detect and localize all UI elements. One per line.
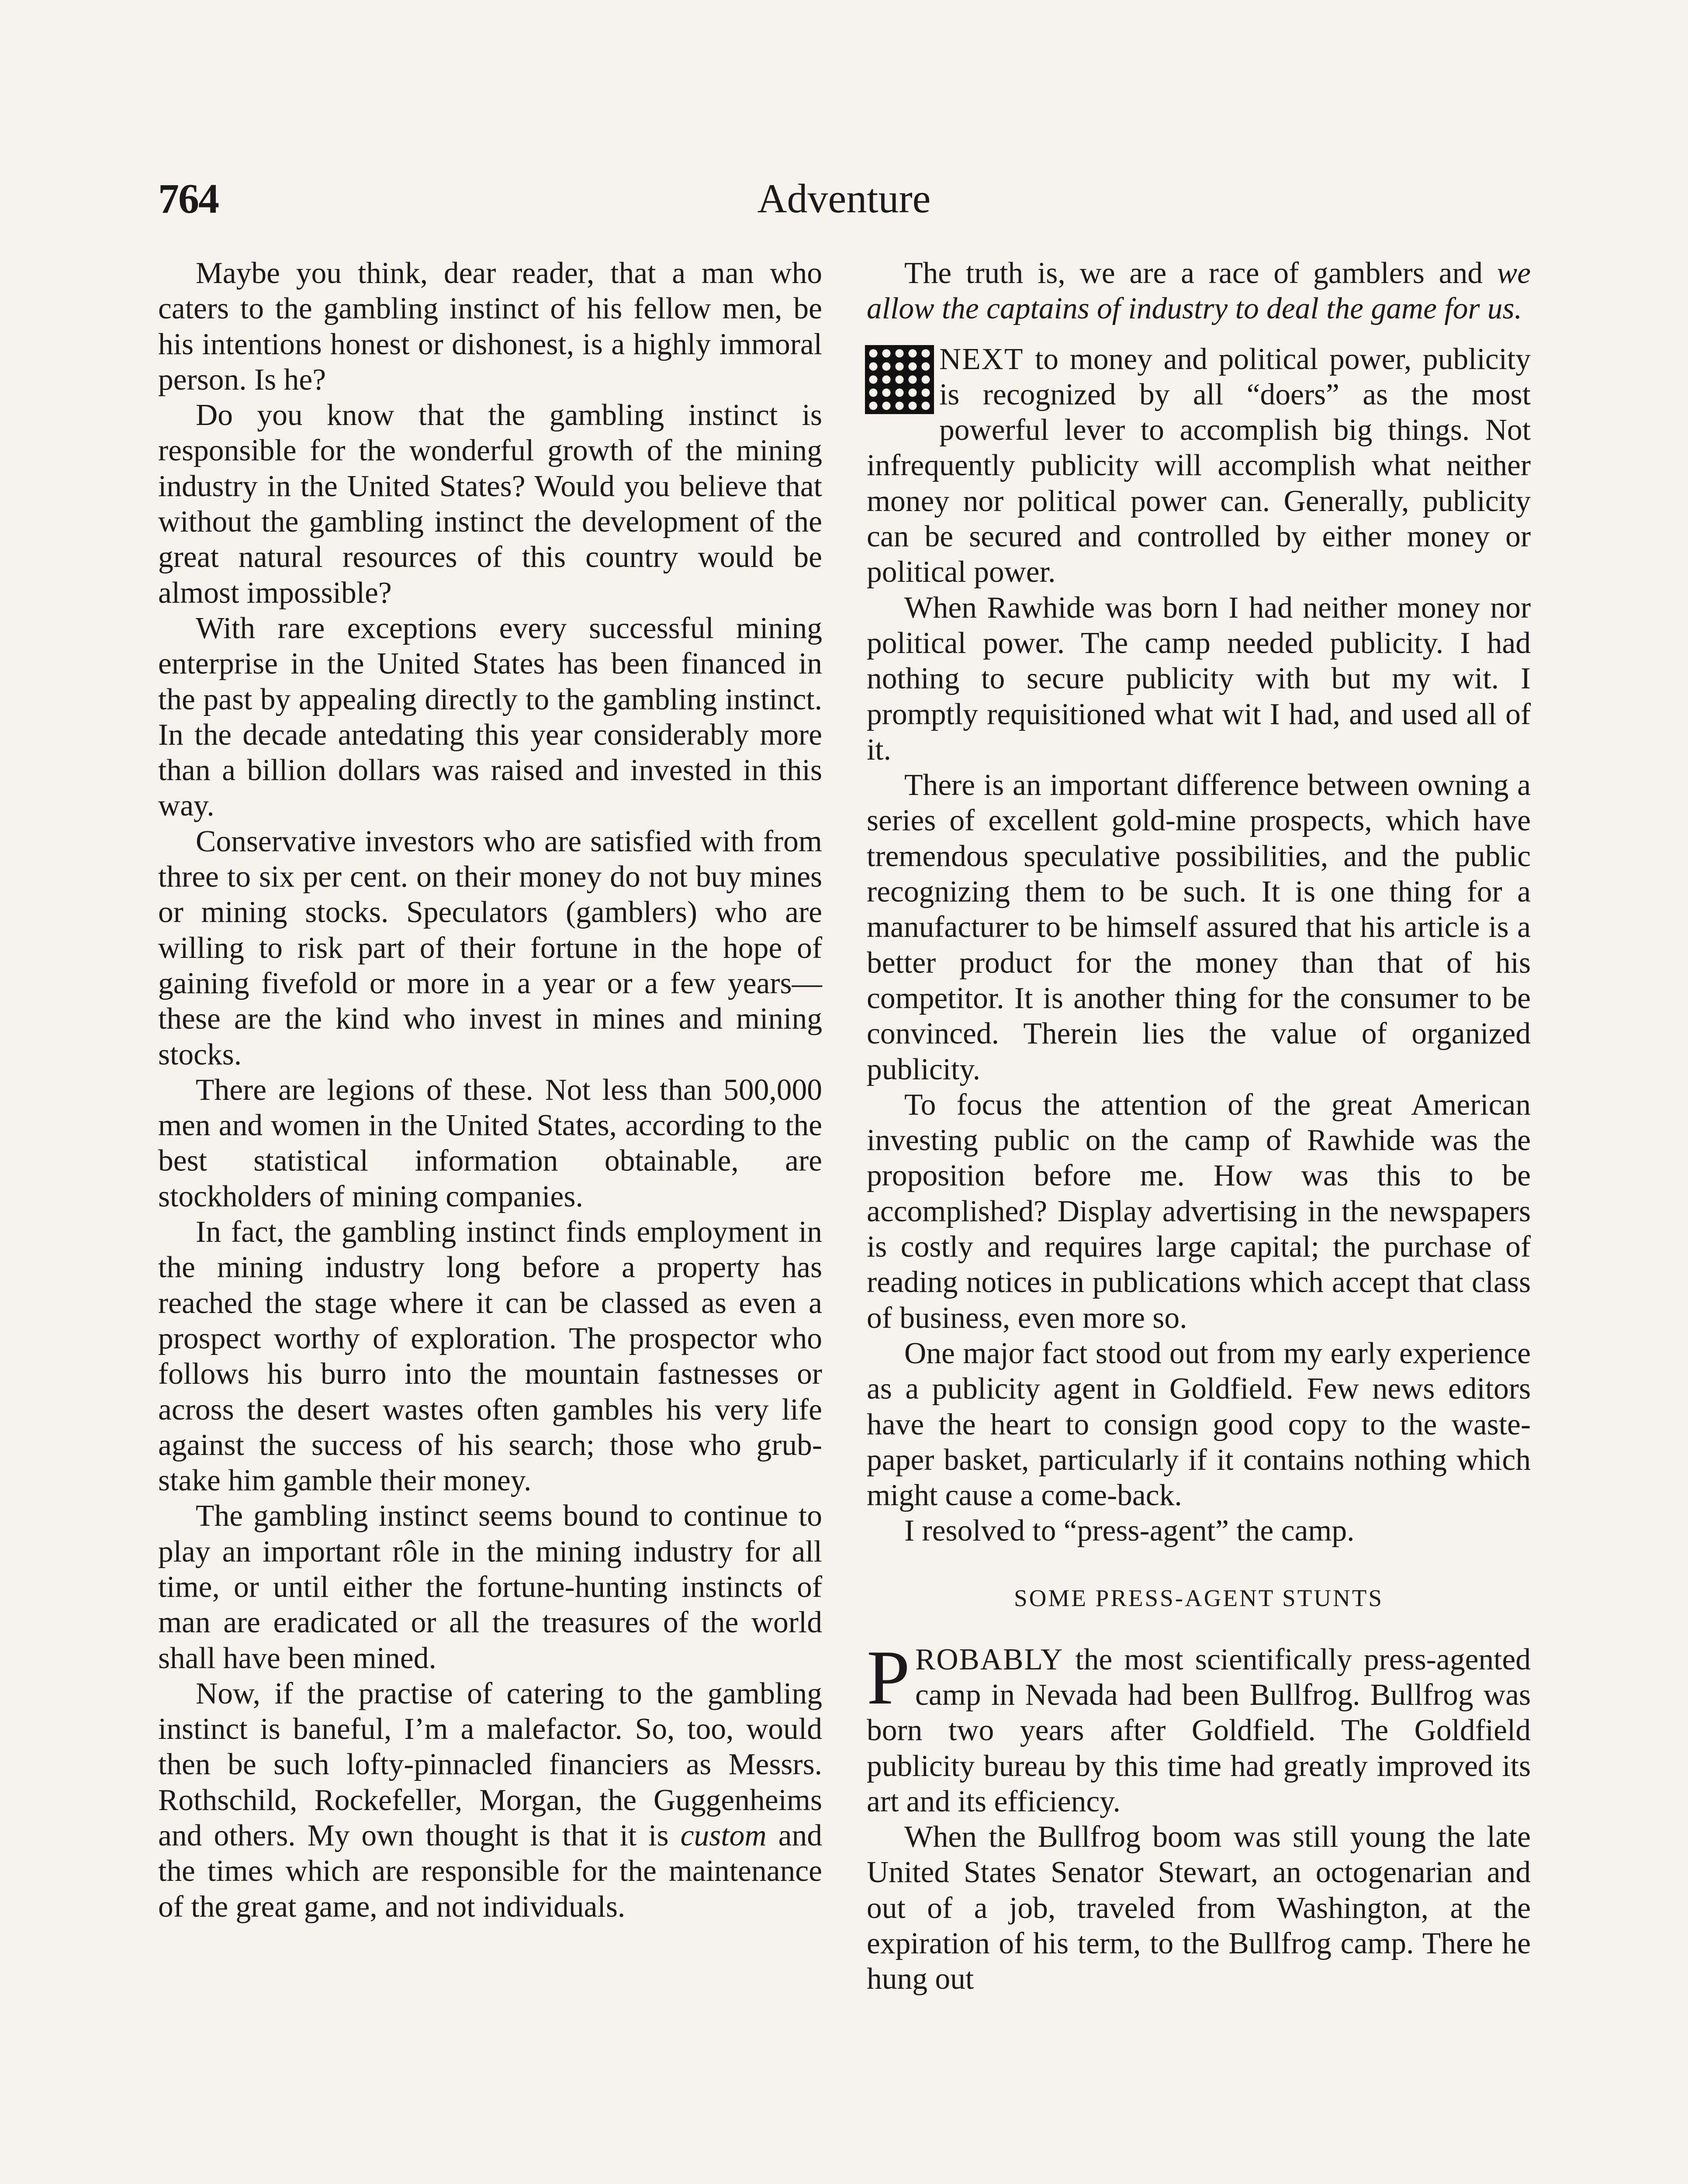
right-paragraph-8-lead: ROBABLY	[915, 1642, 1064, 1676]
left-paragraph-8-text: Now, if the practise of catering to the gambling instinct is baneful, I’m a malefactor. So, too, would then be such lofty-pinnacled financiers as Messrs. Rothschild, Rockefeller, Morgan, the Guggenheims and others. My own thought is that it is	[158, 1676, 822, 1853]
right-paragraph-5: To focus the attention of the great American investing public on the camp of Rawhide was the proposition before me. How was this to be accomplished? Display advertising in the newspapers is costly and requires large capital; the purchase of reading notices in publications which accept that class of business, even more so.	[867, 1088, 1531, 1335]
left-paragraph-4: Conservative investors who are satisfied with from three to six per cent. on their money do not buy mines or mining stocks. Speculators (gamblers) who are willing to risk part of their fortune in the hope of gaining fivefold or more in a year or a few years—these are the kind who invest in mines and mining stocks.	[158, 824, 822, 1071]
right-paragraph-8	[867, 1634, 1531, 1819]
right-column	[867, 256, 1531, 1997]
right-paragraph-1-emphasis: we allow the captains of industry to deal the game for us.	[867, 256, 1531, 326]
left-paragraph-8	[158, 1676, 822, 1925]
left-paragraph-8-text-end: and the times which are responsible for the maintenance of the great game, and not individuals.	[158, 1819, 822, 1924]
ornament-paragraph	[867, 342, 1531, 590]
left-paragraph-8-emphasis: custom	[680, 1819, 767, 1853]
right-paragraph-2-lead: NEXT	[939, 342, 1024, 376]
right-paragraph-4: There is an important difference between owning a series of excellent gold-mine prospects, which have tremendous speculative possibilities, and the public recognizing them to be such. It is one thing for a manufacturer to be himself assured that his article is a better product for the money than that of his competitor. It is another thing for the consumer to be convinced. Therein lies the value of organized publicity.	[867, 768, 1531, 1086]
left-paragraph-7: The gambling instinct seems bound to continue to play an important rôle in the mining industry for all time, or until either the fortune-hunting instincts of man are eradicated or all the treasures of the world shall have been mined.	[158, 1499, 822, 1675]
checkered-ornament-icon	[867, 347, 932, 412]
right-paragraph-1-text: The truth is, we are a race of gamblers and	[904, 256, 1497, 290]
right-paragraph-2-text: to money and political power, publicity is recognized by all “doers” as the most powerful lever to accomplish big things. Not infrequently publicity will accomplish what neither money nor political power can. Generally, publicity can be secured and controlled by either money or political power.	[867, 342, 1531, 589]
left-paragraph-3: With rare exceptions every successful mining enterprise in the United States has been financed in the past by appealing directly to the gambling instinct. In the decade antedating this year considerably more than a billion dollars was raised and invested in this way.	[158, 611, 822, 823]
right-paragraph-1	[867, 256, 1531, 327]
page-number: 764	[158, 175, 218, 222]
page-header	[158, 166, 1530, 232]
running-head: Adventure	[757, 176, 931, 221]
right-paragraph-7: I resolved to “press-agent” the camp.	[904, 1514, 1355, 1548]
left-paragraph-5: There are legions of these. Not less than 500,000 men and women in the United States, according to the best statistical information obtainable, are stockholders of mining companies.	[158, 1073, 822, 1213]
left-paragraph-6: In fact, the gambling instinct finds employment in the mining industry long before a property has reached the stage where it can be classed as even a prospect worthy of exploration. The prospector who follows his burro into the mountain fastnesses or across the desert wastes often gambles his very life against the success of his search; those who grub-stake him gamble their money.	[158, 1215, 822, 1498]
right-paragraph-9: When the Bullfrog boom was still young the late United States Senator Stewart, an octogenarian and out of a job, traveled from Washington, at the expiration of his term, to the Bullfrog camp. There he hung out	[867, 1820, 1531, 1996]
section-heading: SOME PRESS-AGENT STUNTS	[1014, 1584, 1384, 1611]
right-paragraph-2	[867, 342, 1531, 590]
left-paragraph-1: Maybe you think, dear reader, that a man who caters to the gambling instinct of his fellow men, be his intentions honest or dishonest, is a highly immoral person. Is he?	[158, 256, 822, 397]
left-column	[158, 256, 822, 1925]
drop-cap: P	[867, 1634, 910, 1721]
right-paragraph-6: One major fact stood out from my early experience as a publicity agent in Goldfield. Few news editors have the heart to consign good copy to the waste-paper basket, particularly if it contains nothing which might cause a come-back.	[867, 1336, 1531, 1513]
left-paragraph-2: Do you know that the gambling instinct is responsible for the wonderful growth of the mining industry in the United States? Would you believe that without the gambling instinct the development of the great natural resources of this country would be almost impossible?	[158, 398, 822, 610]
dropcap-paragraph	[867, 1634, 1531, 1819]
right-paragraph-3: When Rawhide was born I had neither money nor political power. The camp needed publicity. I had nothing to secure publicity with but my wit. I promptly requisitioned what wit I had, and used all of it.	[867, 591, 1531, 767]
right-paragraph-8-text: the most scientifically press-agented camp in Nevada had been Bullfrog. Bullfrog was born two years after Goldfield. The Goldfield publicity bureau by this time had greatly improved its art and its efficiency.	[867, 1642, 1531, 1818]
